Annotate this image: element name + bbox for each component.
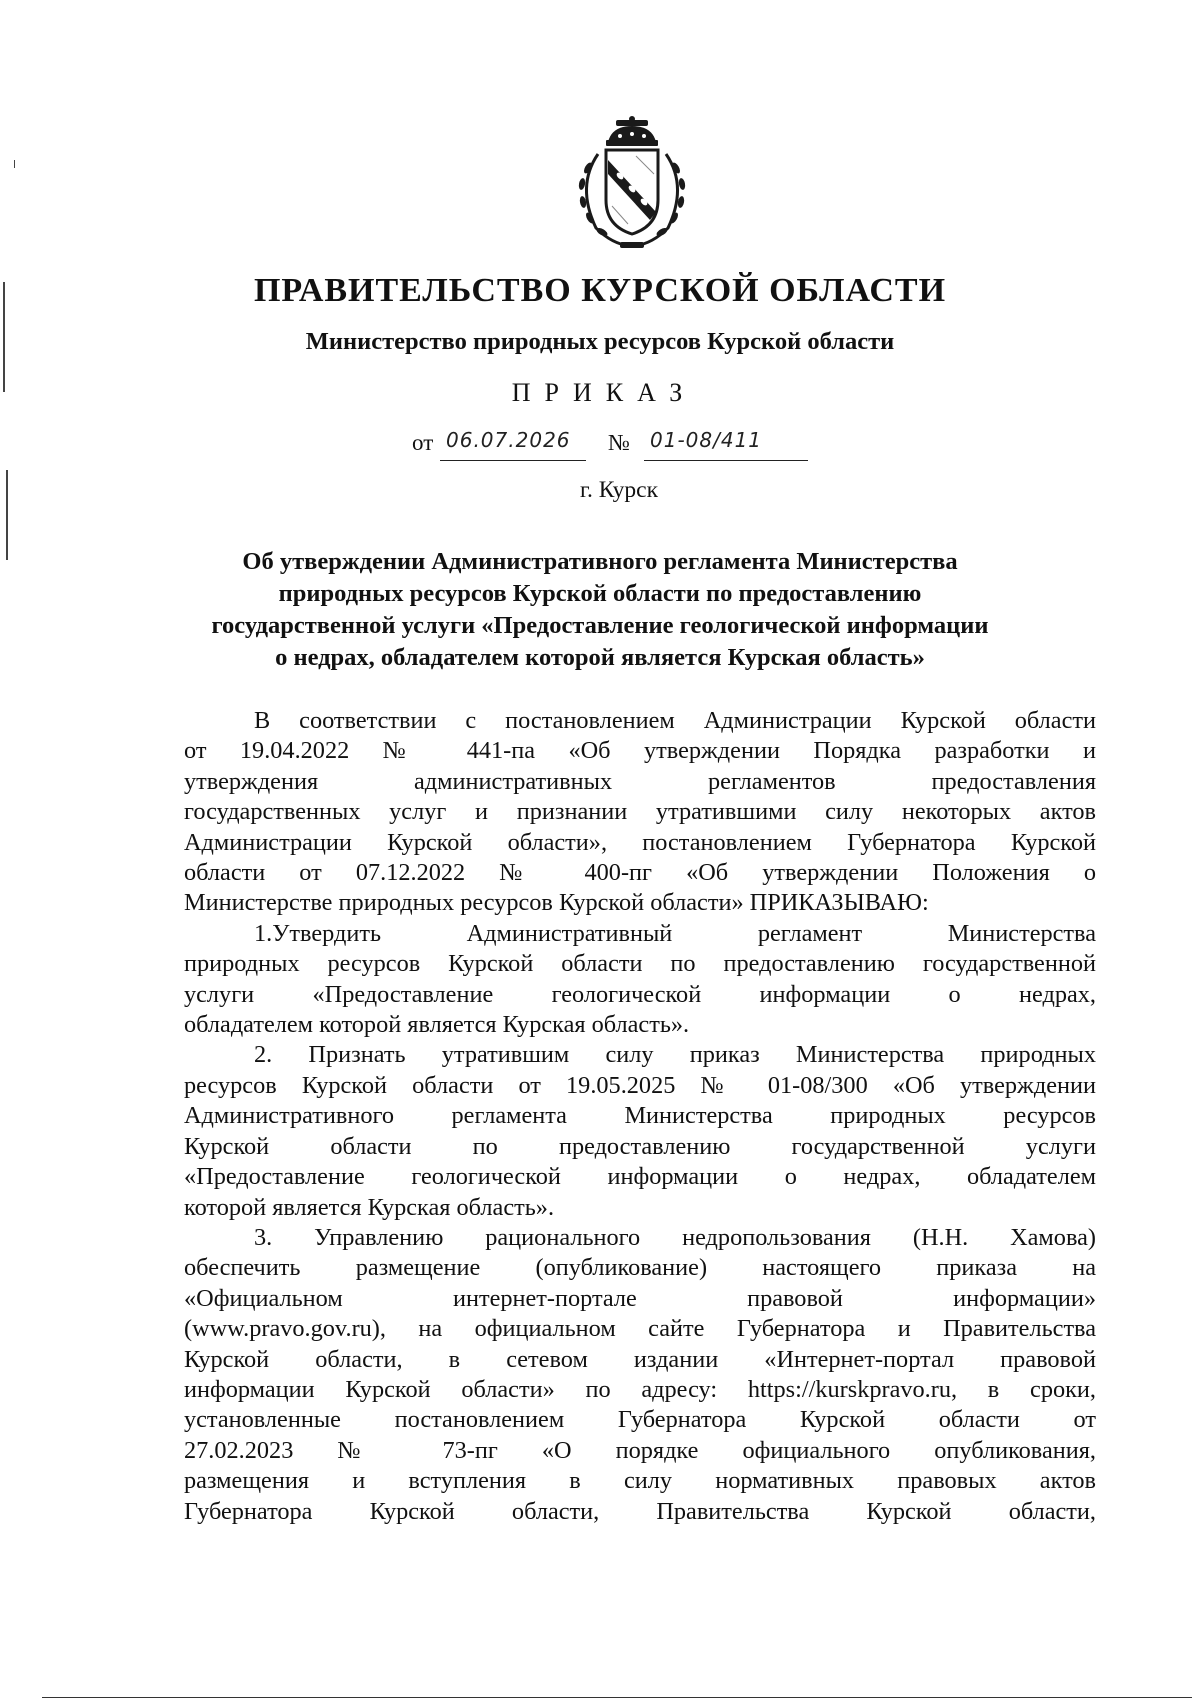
body-line: обладателем которой является Курская область». xyxy=(184,1011,690,1039)
body-line: В соответствии с постановлением Администрации Курской области xyxy=(254,707,1096,734)
order-body xyxy=(184,706,1096,1527)
document-type: ПРИКАЗ xyxy=(511,378,697,407)
body-line: области от 07.12.2022 № 400-пг «Об утверждении Положения о xyxy=(184,859,1096,887)
scan-artifact xyxy=(14,160,15,168)
body-line: обеспечить размещение (опубликование) настоящего приказа на xyxy=(184,1254,1096,1282)
city-name: г. Курск xyxy=(580,477,658,503)
number-underline xyxy=(644,460,808,461)
body-line: Губернатора Курской области, Правительства Курской области, xyxy=(184,1497,1096,1525)
body-line: 2. Признать утратившим силу приказ Министерства природных xyxy=(254,1041,1096,1069)
body-line: государственных услуг и признании утратившими силу некоторых актов xyxy=(184,798,1096,826)
body-line: утверждения административных регламентов предоставления xyxy=(184,767,1096,795)
body-line: «Официальном интернет-портале правовой информации» xyxy=(184,1284,1096,1312)
body-line: Администрации Курской области», постановлением Губернатора Курской xyxy=(184,828,1096,856)
body-line: Министерстве природных ресурсов Курской области» ПРИКАЗЫВАЮ: xyxy=(184,889,929,917)
body-line: «Предоставление геологической информации о недрах, обладателем xyxy=(184,1163,1096,1191)
body-line: 1.Утвердить Административный регламент Министерства xyxy=(254,919,1096,947)
body-line: Административного регламента Министерства природных ресурсов xyxy=(184,1102,1096,1130)
body-line: установленные постановлением Губернатора Курской области от xyxy=(184,1406,1096,1434)
government-title: ПРАВИТЕЛЬСТВО КУРСКОЙ ОБЛАСТИ xyxy=(253,272,947,309)
date-prefix: от xyxy=(412,430,434,455)
handwritten-number: 01-08/411 xyxy=(650,428,763,452)
body-line: услуги «Предоставление геологической информации о недрах, xyxy=(184,980,1096,1008)
body-line: 27.02.2023 № 73-пг «О порядке официального опубликования, xyxy=(184,1436,1096,1464)
body-line: которой является Курская область». xyxy=(184,1193,555,1221)
body-line: (www.pravo.gov.ru), на официальном сайте Губернатора и Правительства xyxy=(184,1315,1096,1343)
body-line: размещения и вступления в силу нормативных правовых актов xyxy=(184,1467,1096,1495)
coat-of-arms-emblem xyxy=(568,116,696,254)
handwritten-date: 06.07.2026 xyxy=(446,428,571,452)
number-prefix: № xyxy=(608,430,630,455)
scan-artifact xyxy=(6,470,8,560)
order-subject xyxy=(150,546,1050,674)
body-line: Курской области по предоставлению государственной услуги xyxy=(184,1132,1096,1160)
body-line: Курской области, в сетевом издании «Интернет-портал правовой xyxy=(184,1345,1096,1373)
body-line: природных ресурсов Курской области по предоставлению государственной xyxy=(184,950,1096,978)
subject-line: государственной услуги «Предоставление геологической информации xyxy=(211,612,989,639)
subject-line: о недрах, обладателем которой является Курская область» xyxy=(275,644,925,671)
body-line: 3. Управлению рационального недропользования (Н.Н. Хамова) xyxy=(254,1223,1096,1251)
subject-line: природных ресурсов Курской области по предоставлению xyxy=(278,580,922,607)
page-bottom-rule xyxy=(42,1697,1192,1698)
subject-line: Об утверждении Административного регламента Министерства xyxy=(242,548,958,575)
date-number-line xyxy=(412,430,892,466)
date-underline xyxy=(440,460,586,461)
body-line: ресурсов Курской области от 19.05.2025 № 01-08/300 «Об утверждении xyxy=(184,1071,1096,1099)
body-line: от 19.04.2022 № 441-па «Об утверждении Порядка разработки и xyxy=(184,737,1096,765)
ministry-name: Министерство природных ресурсов Курской области xyxy=(305,328,895,355)
body-line: информации Курской области» по адресу: https://kurskpravo.ru, в сроки, xyxy=(184,1375,1096,1403)
